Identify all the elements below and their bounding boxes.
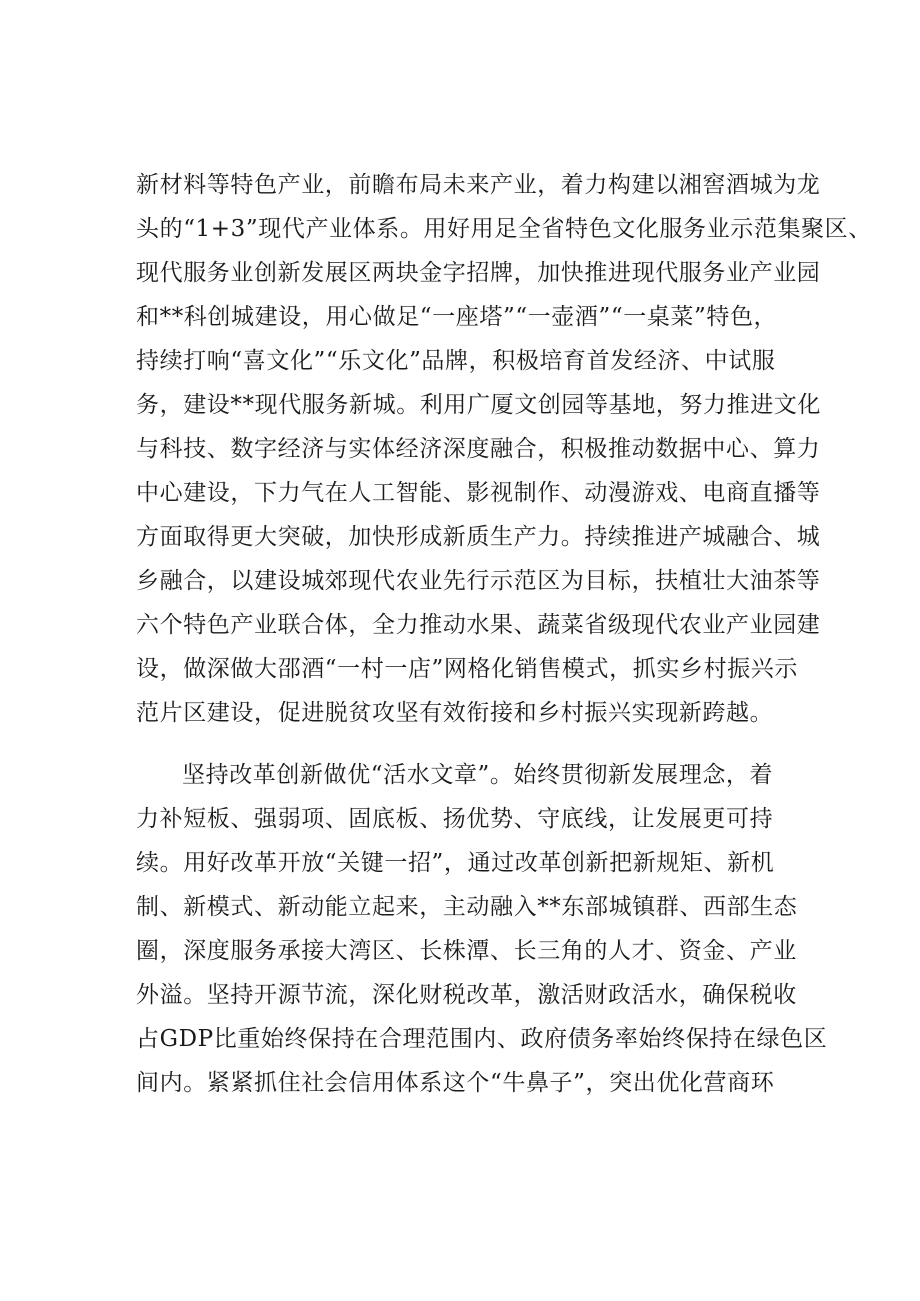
paragraph-line: 占GDP比重始终保持在合理范围内、政府债务率始终保持在绿色区	[136, 1026, 828, 1052]
paragraph-line: 间内。紧紧抓住社会信用体系这个“牛鼻子”，突出优化营商环	[136, 1070, 775, 1096]
paragraph-line: 乡融合，以建设城郊现代农业先行示范区为目标，扶植壮大油茶等	[136, 568, 821, 594]
paragraph-line: 新材料等特色产业，前瞻布局未来产业，着力构建以湘窖酒城为龙	[136, 172, 821, 198]
paragraph-line: 头的“1+3”现代产业体系。用好用足全省特色文化服务业示范集聚区、	[136, 216, 872, 242]
paragraph-line: 力补短板、强弱项、固底板、扬优势、守底线，让发展更可持	[136, 806, 774, 832]
paragraph-line: 续。用好改革开放“关键一招”，通过改革创新把新规矩、新机	[136, 850, 775, 876]
paragraph-line: 务，建设**现代服务新城。利用广厦文创园等基地，努力推进文化	[136, 392, 821, 418]
paragraph-line: 外溢。坚持开源节流，深化财税改革，激活财政活水，确保税收	[136, 982, 797, 1008]
paragraph-line: 六个特色产业联合体，全力推动水果、蔬菜省级现代农业产业园建	[136, 612, 821, 638]
paragraph-line: 中心建设，下力气在人工智能、影视制作、动漫游戏、电商直播等	[136, 480, 821, 506]
paragraph-line: 与科技、数字经济与实体经济深度融合，积极推动数据中心、算力	[136, 436, 821, 462]
paragraph-first-line: 坚持改革创新做优“活水文章”。始终贯彻新发展理念，着	[182, 762, 774, 788]
paragraph-line: 持续打响“喜文化”“乐文化”品牌，积极培育首发经济、中试服	[136, 348, 776, 374]
paragraph-line: 圈，深度服务承接大湾区、长株潭、长三角的人才、资金、产业	[136, 938, 797, 964]
paragraph-line: 范片区建设，促进脱贫攻坚有效衔接和乡村振兴实现新跨越。	[136, 700, 774, 726]
paragraph-line: 制、新模式、新动能立起来，主动融入**东部城镇群、西部生态	[136, 894, 798, 920]
paragraph-line: 和**科创城建设，用心做足“一座塔”“一壶酒”“一桌菜”特色，	[136, 304, 778, 330]
paragraph-line: 现代服务业创新发展区两块金字招牌，加快推进现代服务业产业园	[136, 260, 821, 286]
paragraph-line: 方面取得更大突破，加快形成新质生产力。持续推进产城融合、城	[136, 524, 821, 550]
paragraph-line: 设，做深做大邵酒“一村一店”网格化销售模式，抓实乡村振兴示	[136, 656, 798, 682]
